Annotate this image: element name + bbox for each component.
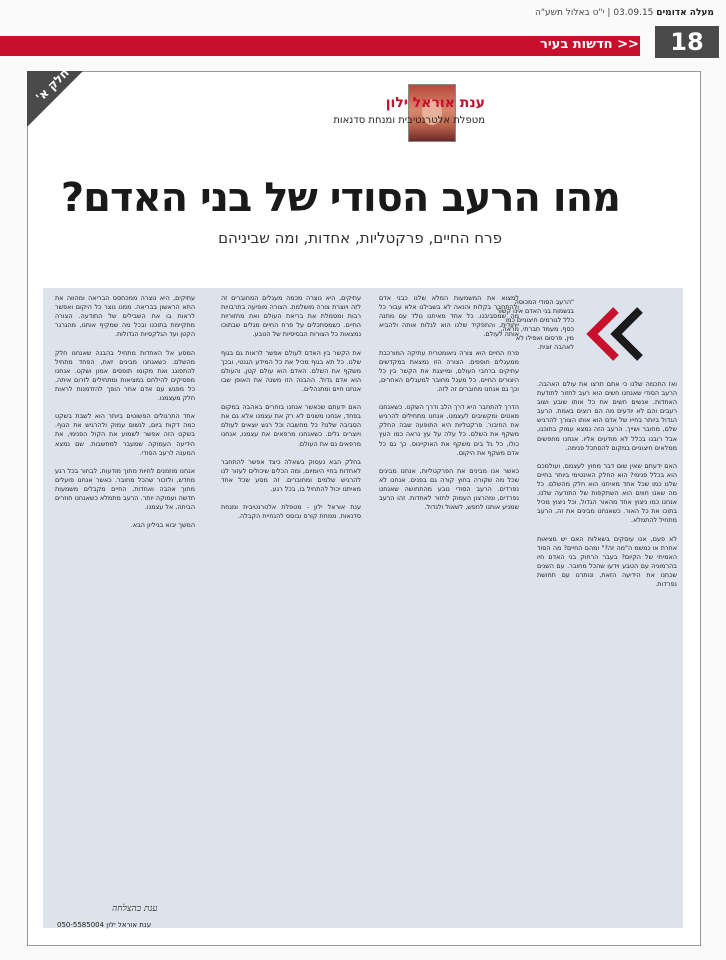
paper-name: מעלה אדומים — [656, 8, 714, 18]
author-role: מטפלת אלטרנטיבית ומנחת סדנאות — [333, 115, 485, 126]
issue-date: 03.09.15 | י"ט באלול תשע"ה — [535, 8, 654, 18]
chevron-left-icon — [578, 304, 648, 364]
author-phone: ענת אוראל ילון 050-5585004 — [57, 921, 152, 929]
column-3: עתיקים, היא נוצרה מכמה מעגלים המחוברים זה לזה ויוצרת צורה מושלמת. הצורה מופיעה בתרבויות רבות ומסמלת את בריאת העולם ואת מחזוריות החיים. כשמסתכלים על פרח החיים מגלים שבתוכו נמצאות כל הצורות הבסיסיות של הטבע. את הקשר בין האדם לעולם אפשר לראות גם בגוף שלנו. כל תא בגוף מכיל את כל המידע הגנטי, ובכך משקף את השלם. האדם הוא עולם קטן, והעולם הוא אדם גדול. ההבנה הזו משנה את האופן שבו אנחנו חיים ומתנהלים. האם ידעתם שכאשר אנחנו בוחרים באהבה במקום בפחד, אנחנו משנים לא רק את עצמנו אלא גם את הסביבה שלנו? כל מחשבה וכל רגש יוצאים לעולם ויוצרים גלים. כשאנחנו מרפאים את עצמנו, אנחנו מרפאים גם את העולם. בחלק הבא נעסוק בשאלה כיצד אפשר להתחבר לאחדות בחיי היומיום, ומה הכלים שיכולים לעזור לנו להרגיש שלמים ומחוברים. זה מסע שכל אחד מאיתנו יכול להתחיל בו, בכל רגע. ענת אוראל ילון - מטפלת אלטרנטיבית ומנחת סדנאות. ממחת קורס ובוסס להנחיית הקבלה. — [221, 294, 361, 521]
page-header — [0, 0, 726, 60]
issue-meta — [535, 8, 714, 18]
author-signature: ענת בהצלחה — [112, 904, 158, 914]
page-number: 18 — [655, 26, 719, 58]
headline: מהו הרעב הסודי של בני האדם? — [60, 175, 620, 221]
article-body — [43, 288, 683, 928]
column-4: עתיקים, היא נוצרה ממכחסס הבריאה ומהווה את התא הראשון בבריאה. ממנו נוצר כל היקום ואפשר לראות בו את השבילים של התודעה. הצורה מתקיימת בתוכנו ובכל מה שמקיף אותנו, מהגרגר הקטן ועד הגלקסיות הגדולות. המסע אל האחדות מתחיל בהבנה שאנחנו חלק מהשלם. כשאנחנו מבינים זאת, הפחד מתחיל להתפוגג ואת מקומו תופסים אמון ושקט. אנחנו מפסיקים להילחם במציאות ומתחילים לזרום איתה. כל מפגש עם אדם אחר הופך להזדמנות לראות חלק מעצמנו. אחד התרגולים הפשוטים ביותר הוא לשבת בשקט כמה דקות ביום, לנשום עמוק ולהרגיש את הגוף. בשקט הזה אפשר לשמוע את הקול הפנימי, את הידיעה העמוקה שמעבר למחשבות. שם נמצא המענה לרעב הסודי. אנחנו מוזמנים לחיות מתוך מודעות, לבחור בכל רגע מחדש, ולזכור שהכל מחובר. כאשר אנחנו פועלים מתוך אהבה ואחדות, החיים מקבלים משמעות חדשה ועמוקה יותר. הרעב מתמלא כשאנחנו חוזרים הביתה, אל עצמנו. המשך יבוא בגיליון הבא. — [55, 294, 195, 530]
column-2: למצוא את המשמעות המלא שלנו כבני אדם ולהתחבר בקלות והנאה לא בשבילנו אלא עבור כל מה שמסביבנו. כל אחד מאיתנו נולד עם מתנה ייחודית, והתפקיד שלנו הוא לגלות אותה ולהביא אותה לעולם. פרח החיים הוא צורה גיאומטרית עתיקה המורכבת ממעגלים חופפים. הצורה הזו נמצאת במקדשים עתיקים ברחבי העולם, ומייצגת את הקשר בין כל היצורים החיים. כל מעגל מחובר למעגלים האחרים, וכך גם אנחנו מחוברים זה לזה. הדרך להתחבר היא דרך הלב ודרך השקט. כשאנחנו מאטים ומקשיבים לעצמנו, אנחנו מתחילים להרגיש את החיבור. פרקטליות היא התופעה שבה החלק משקף את השלם. כל עלה על עץ נראה כמו העץ כולו, כל גל בים משקף את האוקיינוס. כך גם כל אדם משקף את היקום. כאשר אנו מבינים את הפרקטליות, אנחנו מבינים שכל מה שקורה בחוץ קורה גם בפנים. אנחנו לא נפרדים. הרעב הסודי נובע מהתחושה שאנחנו נפרדים, ומהרצון העמוק לחזור לאחדות. זהו הרעב שמניע אותנו לחפש, לשאול ולגדול. — [379, 294, 519, 512]
article-lead: "הרעב הסודי המכוסה בנשמות בני האדם אינו קשור כלל לגורמים חיצוניים כמו כסף, מעמד חברתי, מראה, מין, פרסום ואפילו לא לאהבה זוגית. — [496, 298, 574, 352]
column-1: ואז החכמה שלנו כי אתם תרצו את עולם האהבה. הרעב הסודי שאנחנו חשים הוא רעב לחזור לתודעת האחדות. אנשים חשים את כל אותו שובע ושוב רעבים והם לא יודעים מה הם רוצים באמת. הרעב הגדול ביותר בחייו של אדם הוא אותו הצורך להרגיש שלם, מחובר ושייך. הרעב הזה נמצא עמוק בתוכנו, אבל רובנו בכלל לא מודעים אליו. אנחנו מחפשים ממלאים חיצוניים במקום להסתכל פנימה. האם ידעתם שאין שום דבר מחוץ לעצמם, ועולמכם הוא בכלל פנימי? הוא החלק האינטימי ביותר בחיים שלנו כמו שכל אחד מאיתנו הוא חלק מהשלם. כל מה שאנו חווים הוא השתקפות של התודעה שלנו. אנחנו כמו ניצוץ אחד מהאור הגדול, וכל ניצוץ מכיל בתוכו את כל האור. כשאנחנו מבינים את זה, הרעב מתחיל להתמלא. לא פעם, אנו עוסקים בשאלות האם יש מציאות אחרת או נמשמ ה"מה זה?" ומהם החיים? מה הסוד האמיתי של הקיום? בעבר הרחוק בני האדם חיו בהרמוניה עם הטבע וידעו שהכל מחובר. עם השנים שכחנו את הידיעה הזאת, ונותרנו עם תחושת נפרדות. — [537, 380, 677, 589]
author-box — [227, 83, 485, 141]
subheadline: פרח החיים, פרקטליות, אחדות, ומה שביניהם — [218, 229, 502, 247]
part-label: חלק א' — [33, 65, 72, 105]
author-name: ענת אוראל ילון — [385, 95, 485, 111]
section-label: << חדשות בעיר — [540, 37, 639, 52]
